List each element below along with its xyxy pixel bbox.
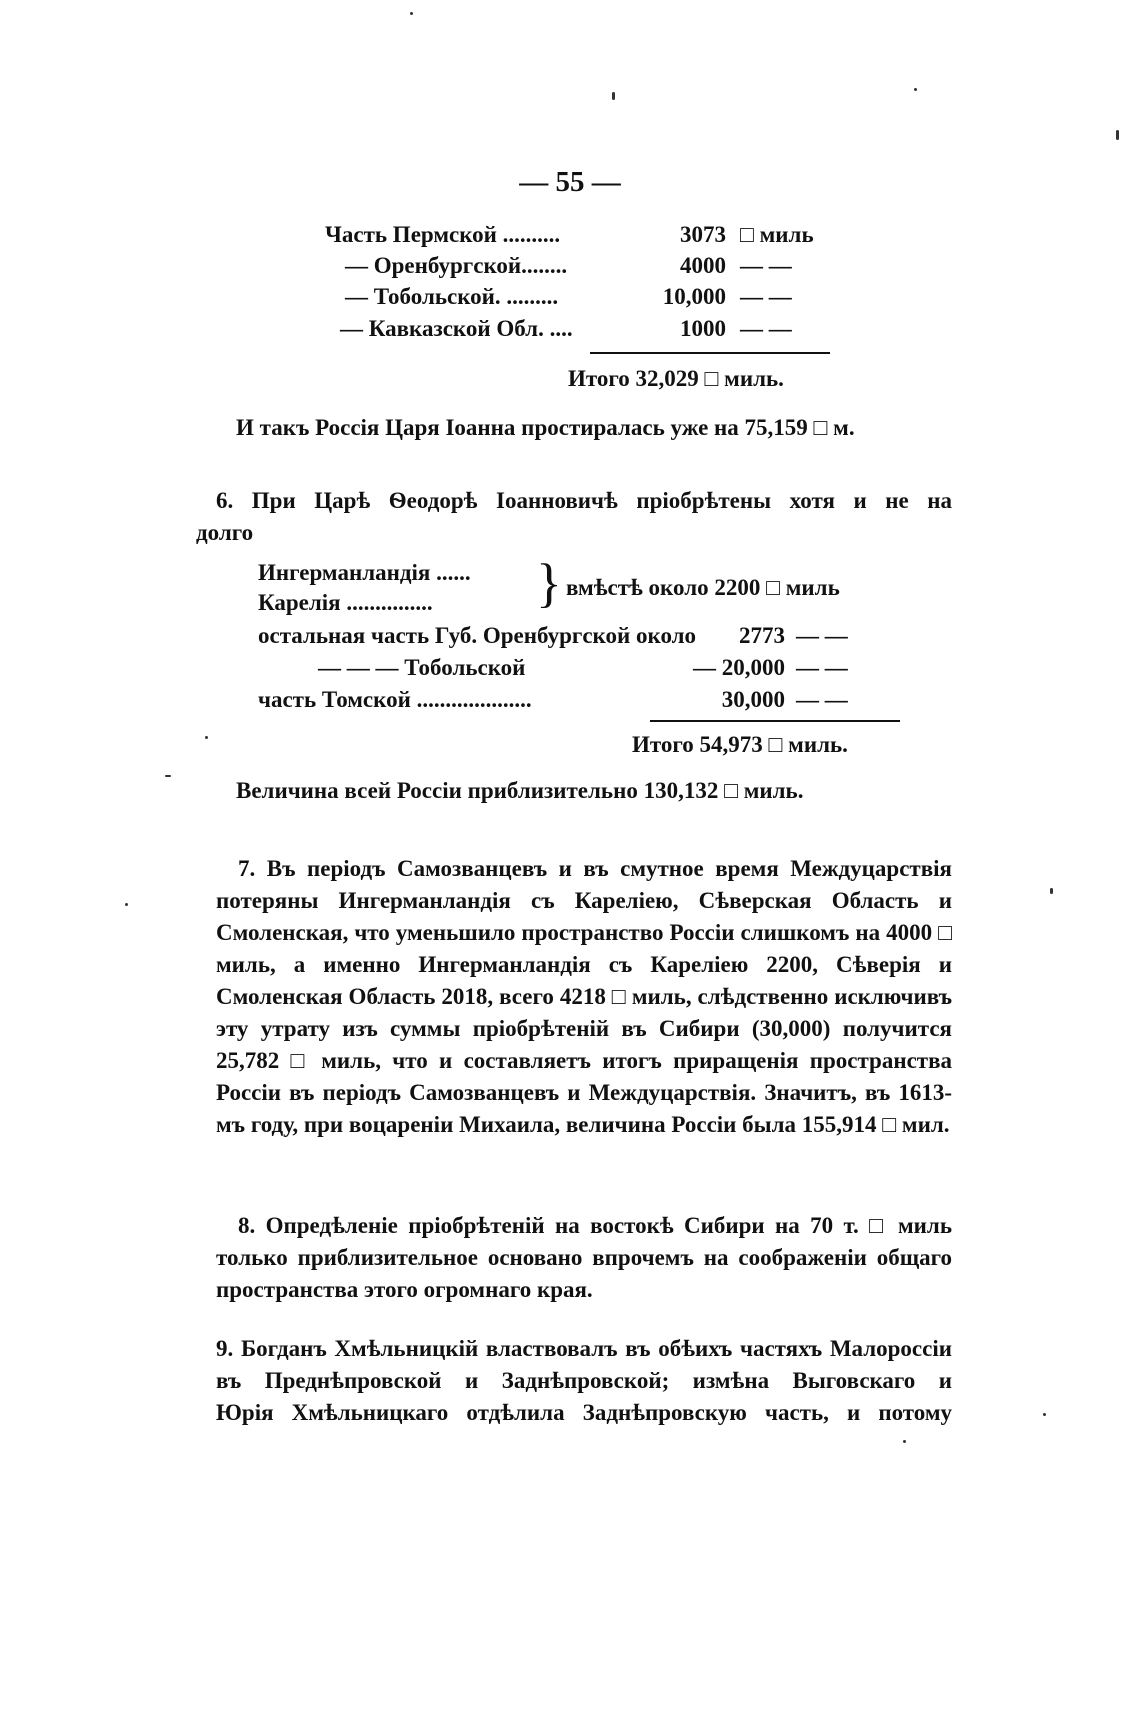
table-row-amount: 30,000	[721, 687, 785, 712]
scan-speck	[165, 775, 171, 777]
scan-speck	[914, 88, 917, 91]
table-row-unit: — —	[796, 623, 848, 648]
scan-speck	[205, 736, 208, 739]
table-row-label: Часть Пермской ..........	[325, 222, 561, 247]
section-6-intro-cont: долго	[196, 520, 254, 545]
scan-speck	[125, 903, 128, 906]
scan-speck	[1050, 888, 1053, 894]
summary-ioann: И такъ Россія Царя Іоанна простиралась уже на 75,159 □ м.	[236, 415, 855, 440]
table-row-unit: — —	[740, 284, 792, 309]
table-row-unit: — —	[740, 316, 792, 341]
table-row-amount: 3073	[680, 222, 726, 247]
table-row-amount: 4000	[680, 253, 726, 278]
table-row-amount: 10,000	[662, 284, 726, 309]
table-row-unit: — —	[796, 655, 848, 680]
table-row-unit: — —	[796, 687, 848, 712]
table-row-unit: □ миль	[740, 222, 814, 247]
table-row-amount: 1000	[680, 316, 726, 341]
table-row-combined: вмѣстѣ около 2200 □ миль	[566, 575, 840, 600]
section-9-line: Юрія Хмѣльницкаго отдѣлила Заднѣпровскую часть, и потому	[216, 1400, 952, 1425]
brace: }	[536, 553, 562, 613]
table-total: Итого 32,029 □ миль.	[568, 366, 784, 391]
table-row-label: остальная часть Губ. Оренбургской около	[258, 623, 697, 648]
section-7-paragraph: 7. Въ періодъ Самозванцевъ и въ смутное время Междуцарствія потеряны Ингерманландія съ Кареліею, Сѣверская Область и Смоленская, что уменьшило пространство Россіи слишкомъ на 4000 □ миль, а именно Ингерманландія съ Кареліею 2200, Сѣверія и Смоленская Область 2018, всего 4218 □ миль, слѣдственно исключивъ эту утрату изъ суммы пріобрѣтеній въ Сибири (30,000) получится 25,782 □ миль, что и составляетъ итогъ приращенія пространства Россіи въ періодъ Самозванцевъ и Междуцарствія. Значитъ, въ 1613-мъ году, при воцареніи Михаила, величина Россіи была 155,914 □ мил.	[216, 856, 952, 1137]
table-row-amount: — 20,000	[693, 655, 785, 680]
scan-speck	[410, 12, 413, 15]
table-row-label: Ингерманландія ......	[258, 560, 471, 585]
section-9-line: въ Преднѣпровской и Заднѣпровской; измѣна Выговскаго и	[216, 1368, 952, 1393]
summary-total-russia: Величина всей Россіи приблизительно 130,132 □ миль.	[236, 778, 804, 803]
scan-speck	[612, 92, 615, 100]
section-6-intro: 6. При Царѣ Ѳеодорѣ Іоанновичѣ пріобрѣтены хотя и не на	[216, 488, 952, 513]
scan-speck	[1043, 1413, 1046, 1416]
table-row-label: часть Томской ....................	[258, 687, 532, 712]
table-row-label: — Тобольской. .........	[345, 284, 559, 309]
section-8-paragraph: 8. Опредѣленіе пріобрѣтеній на востокѣ Сибири на 70 т. □ миль только приблизительное основано впрочемъ на соображеніи общаго пространства этого огромнаго края.	[216, 1213, 952, 1302]
table-row-amount: 2773	[739, 623, 785, 648]
table-row-label: — — — Тобольской	[318, 655, 526, 680]
section-9-line: 9. Богданъ Хмѣльницкій властвовалъ въ обѣихъ частяхъ Малороссіи	[216, 1336, 952, 1361]
total-rule	[650, 720, 900, 722]
table-total: Итого 54,973 □ миль.	[632, 732, 848, 757]
table-row-unit: — —	[740, 253, 792, 278]
page-number: — 55 —	[519, 166, 621, 198]
table-row-label: — Оренбургской........	[345, 253, 568, 278]
table-row-label: Карелія ...............	[258, 590, 433, 615]
table-row-label: — Кавказской Обл. ....	[340, 316, 573, 341]
scan-speck	[903, 1440, 906, 1443]
scan-speck	[1116, 130, 1119, 140]
total-rule	[590, 352, 830, 354]
